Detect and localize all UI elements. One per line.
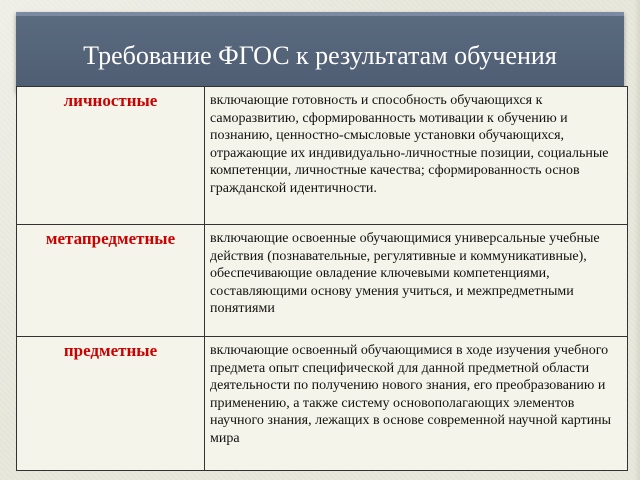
category-cell-personal: личностные — [17, 87, 205, 225]
description-cell-subject: включающие освоенный обучающимися в ходе изучения учебного предмета опыт специфической для данной предметной области деятельности по получению нового знания, его преобразованию и применению, а также систему основополагающих элементов научного знания, лежащих в основе современной научной картины мира — [205, 337, 628, 471]
category-cell-subject: предметные — [17, 337, 205, 471]
table-row — [17, 87, 628, 225]
table-row — [17, 337, 628, 471]
description-cell-metasubject: включающие освоенные обучающимися универсальные учебные действия (познавательные, регулятивные и коммуникативные), обеспечивающие овладение ключевыми компетенциями, составляющими основу умения учиться, и межпредметными понятиями — [205, 225, 628, 337]
slide-edge-accent — [634, 0, 640, 480]
slide-title: Требование ФГОС к результатам обучения — [83, 41, 557, 70]
fgos-results-table — [16, 86, 628, 471]
table-row — [17, 225, 628, 337]
description-cell-personal: включающие готовность и способность обучающихся к саморазвитию, сформированность мотивации к обучению и познанию, ценностно-смысловые установки обучающихся, отражающие их индивидуально-личностные позиции, социальные компетенции, личностные качества; сформированность основ гражданской идентичности. — [205, 87, 628, 225]
category-cell-metasubject: метапредметные — [17, 225, 205, 337]
